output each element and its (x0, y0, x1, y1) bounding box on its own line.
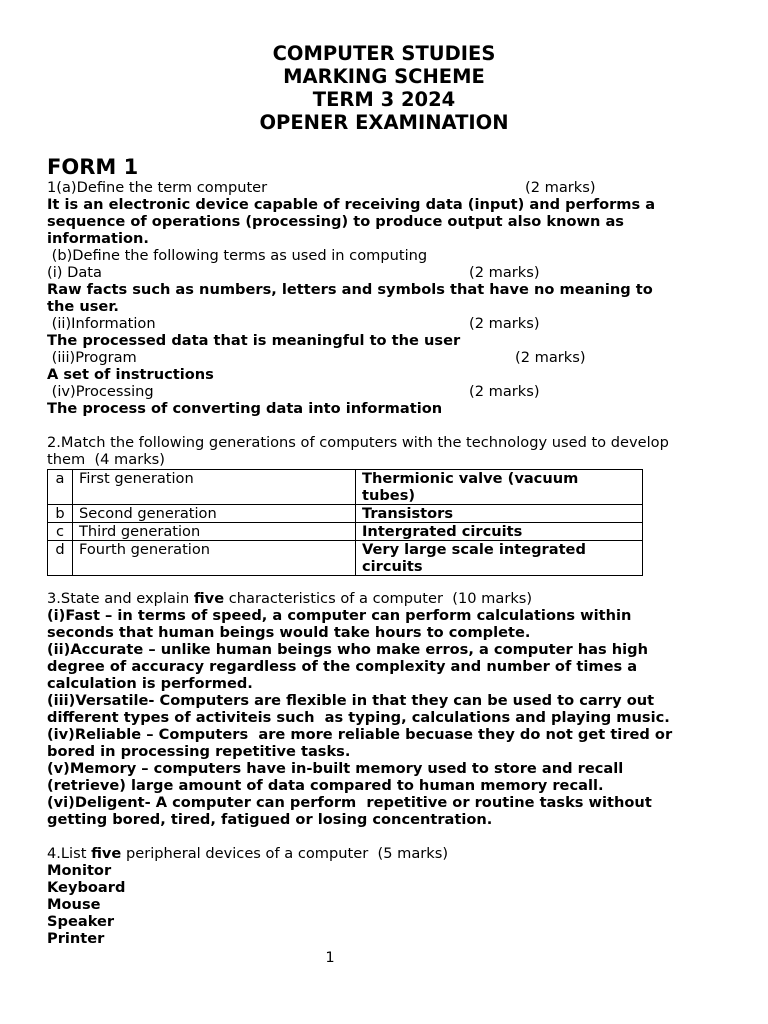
q3-answer-line: degree of accuracy regardless of the complexity and number of times a (47, 658, 638, 675)
q4-question-emphasis: five (91, 845, 122, 862)
q1b-term-answer: A set of instructions (47, 366, 214, 383)
q3-answer-line: (v)Memory – computers have in-built memory used to store and recall (47, 760, 624, 777)
q1a-answer-line: It is an electronic device capable of receiving data (input) and performs a (47, 196, 656, 213)
q3-answer-line: bored in processing repetitive tasks. (47, 743, 351, 760)
table-row (48, 470, 643, 505)
title-line-document: MARKING SCHEME (283, 65, 485, 88)
generation-name: Fourth generation (73, 541, 356, 576)
table-row (48, 541, 643, 576)
title-line-subject: COMPUTER STUDIES (272, 42, 496, 65)
q1b-term-marks: (2 marks) (515, 349, 586, 366)
q3-answer-line: (vi)Deligent- A computer can perform repetitive or routine tasks without (47, 794, 652, 811)
q1b-term-marks: (2 marks) (469, 315, 540, 332)
q1b-term-label: (iii)Program (47, 349, 137, 366)
q3-answer-line: (i)Fast – in terms of speed, a computer can perform calculations within (47, 607, 632, 624)
row-letter: b (48, 505, 73, 523)
table-row (48, 505, 643, 523)
q3-answer-line: different types of activiteis such as typing, calculations and playing music. (47, 709, 670, 726)
q4-question-suffix: peripheral devices of a computer (5 marks) (121, 845, 449, 862)
q3-answer-line: getting bored, tired, fatigued or losing concentration. (47, 811, 493, 828)
generation-name: Second generation (73, 505, 356, 523)
q1b-term-marks: (2 marks) (469, 264, 540, 281)
q1b-term-answer: the user. (47, 298, 119, 315)
generations-table (47, 469, 643, 576)
q1b-term-label: (ii)Information (47, 315, 156, 332)
page-number: 1 (325, 949, 335, 966)
q1b-term-answer: Raw facts such as numbers, letters and symbols that have no meaning to (47, 281, 653, 298)
q3-answer-line: (iv)Reliable – Computers are more reliable becuase they do not get tired or (47, 726, 673, 743)
q4-question-prefix: 4.List (47, 845, 92, 862)
q3-answer-line: seconds that human beings would take hours to complete. (47, 624, 531, 641)
generation-technology: Very large scale integrated circuits (356, 541, 643, 576)
q3-question-prefix: 3.State and explain (47, 590, 194, 607)
q3-answer-line: (retrieve) large amount of data compared to human memory recall. (47, 777, 604, 794)
row-letter: c (48, 523, 73, 541)
q4-answer-item: Speaker (47, 913, 115, 930)
q1b-term-label: (i) Data (47, 264, 102, 281)
q2-question-line: them (4 marks) (47, 451, 165, 468)
title-line-exam: OPENER EXAMINATION (259, 111, 509, 134)
q3-question-emphasis: five (193, 590, 225, 607)
row-letter: a (48, 470, 73, 505)
row-letter: d (48, 541, 73, 576)
q3-answer-line: calculation is performed. (47, 675, 253, 692)
q1b-term-marks: (2 marks) (469, 383, 540, 400)
q2-question-line: 2.Match the following generations of computers with the technology used to develop (47, 434, 669, 451)
generation-name: Third generation (73, 523, 356, 541)
table-row (48, 523, 643, 541)
q1b-question: (b)Define the following terms as used in computing (47, 247, 428, 264)
q4-answer-item: Monitor (47, 862, 112, 879)
q1b-term-label: (iv)Processing (47, 383, 154, 400)
q1a-answer-line: sequence of operations (processing) to produce output also known as (47, 213, 624, 230)
q3-question (47, 590, 532, 607)
generation-technology: Transistors (356, 505, 643, 523)
q4-answer-item: Keyboard (47, 879, 126, 896)
q3-question-suffix: characteristics of a computer (10 marks) (224, 590, 533, 607)
q4-question (47, 845, 448, 862)
generation-technology: Intergrated circuits (356, 523, 643, 541)
generation-name: First generation (73, 470, 356, 505)
q1a-answer-line: information. (47, 230, 149, 247)
q4-answer-item: Printer (47, 930, 105, 947)
q4-answer-item: Mouse (47, 896, 101, 913)
q1b-term-answer: The processed data that is meaningful to the user (47, 332, 461, 349)
title-line-term: TERM 3 2024 (312, 88, 456, 111)
q1a-question: 1(a)Define the term computer (47, 179, 268, 196)
q1a-marks: (2 marks) (525, 179, 596, 196)
q3-answer-line: (ii)Accurate – unlike human beings who make erros, a computer has high (47, 641, 649, 658)
q3-answer-line: (iii)Versatile- Computers are flexible in that they can be used to carry out (47, 692, 655, 709)
form-heading: FORM 1 (47, 155, 139, 179)
generation-technology: Thermionic valve (vacuum tubes) (356, 470, 643, 505)
q1b-term-answer: The process of converting data into information (47, 400, 443, 417)
